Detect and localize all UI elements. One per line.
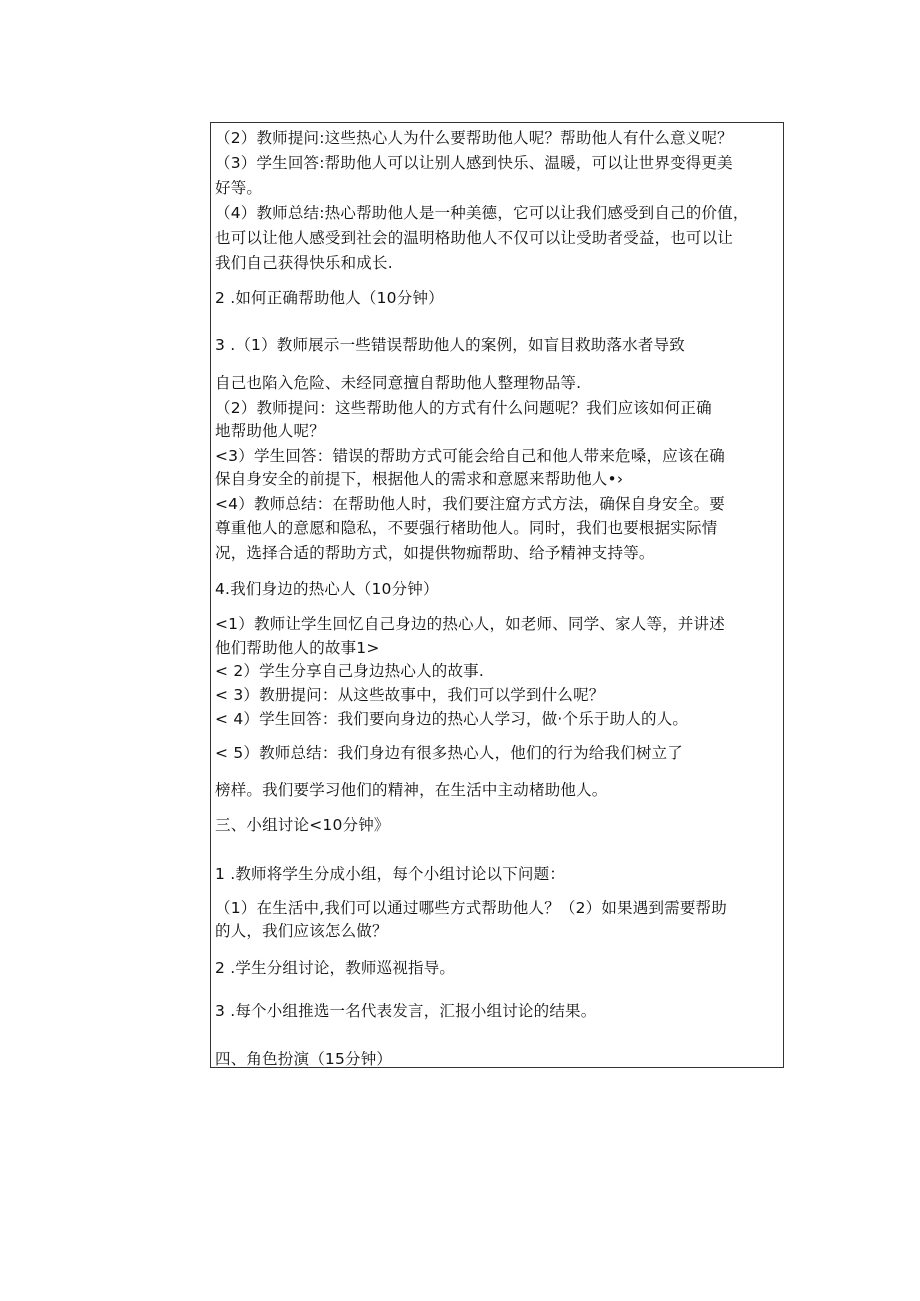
text-line: <3）学生回答：错误的帮助方式可能会给自己和他人带来危嗓，应该在确 xyxy=(215,447,725,465)
text-line: 地帮助他人呢？ xyxy=(215,422,325,440)
text-line: 保自身安全的前提下，根据他人的需求和意愿来帮助他人•› xyxy=(215,470,624,488)
text-line: （2）教师提问：这些帮助他人的方式有什么问题呢？我们应该如何正确 xyxy=(215,399,712,417)
section-heading: 2 .如何正确帮助他人（10分钟） xyxy=(215,289,444,307)
section-heading: 三、小组讨论<10分钟》 xyxy=(215,816,390,834)
text-line: （4）教师总结:热心帮助他人是一种美德，它可以让我们感受到自己的价值， xyxy=(215,204,749,222)
text-line: < 3）教册提问：从这些故事中，我们可以学到什么呢？ xyxy=(215,686,605,704)
text-line: < 4）学生回答：我们要向身边的热心人学习，做·个乐于助人的人。 xyxy=(215,710,689,728)
text-line: 他们帮助他人的故事1> xyxy=(215,639,380,657)
text-line: 我们自己获得快乐和成长. xyxy=(215,254,393,272)
section-heading: 四、角色扮演（15分钟） xyxy=(215,1050,393,1068)
text-line: < 2）学生分享自己身边热心人的故事. xyxy=(215,662,485,680)
text-line: 自己也陷入危险、未经同意擅自帮助他人整理物品等. xyxy=(215,374,582,392)
text-line: 况，选择合适的帮助方式，如提供物痂帮助、给予精神支持等。 xyxy=(215,544,655,562)
text-line: <1）教师让学生回忆自己身边的热心人，如老师、同学、家人等，并讲述 xyxy=(215,615,725,633)
text-line: 的人，我们应该怎么做？ xyxy=(215,922,388,940)
text-line: 尊重他人的意愿和隐私，不要强行楮助他人。同时，我们也要根据实际情 xyxy=(215,519,718,537)
text-line: 3 .（1）教师展示一些错误帮助他人的案例，如盲目救助落水者导致 xyxy=(215,336,685,354)
text-line: （3）学生回答:帮助他人可以让别人感到快乐、温暖，可以让世界变得更美 xyxy=(215,154,733,172)
text-line: （1）在生活中,我们可以通过哪些方式帮助他人？（2）如果遇到需要帮助 xyxy=(215,899,727,917)
text-line: < 5）教师总结：我们身边有很多热心人，他们的行为给我们树立了 xyxy=(215,744,683,762)
text-line: 榜样。我们要学习他们的精神，在生活中主动楮助他人。 xyxy=(215,781,608,799)
text-line: 1 .教师将学生分成小组，每个小组讨论以下问题： xyxy=(215,865,566,883)
text-line: （2）教师提问:这些热心人为什么要帮助他人呢？帮助他人有什么意义呢？ xyxy=(215,129,733,147)
text-line: 好等。 xyxy=(215,179,263,197)
section-heading: 4.我们身边的热心人（10分钟） xyxy=(215,580,439,598)
text-line: 2 .学生分组讨论，教师巡视指导。 xyxy=(215,959,456,977)
text-line: <4）教师总结：在帮助他人时，我们要注窟方式方法，确保自身安全。要 xyxy=(215,495,725,513)
text-line: 也可以让他人感受到社会的温明格助他人不仅可以让受助者受益，也可以让 xyxy=(215,229,734,247)
text-line: 3 .每个小组推选一名代表发言，汇报小组讨论的结果。 xyxy=(215,1002,597,1020)
